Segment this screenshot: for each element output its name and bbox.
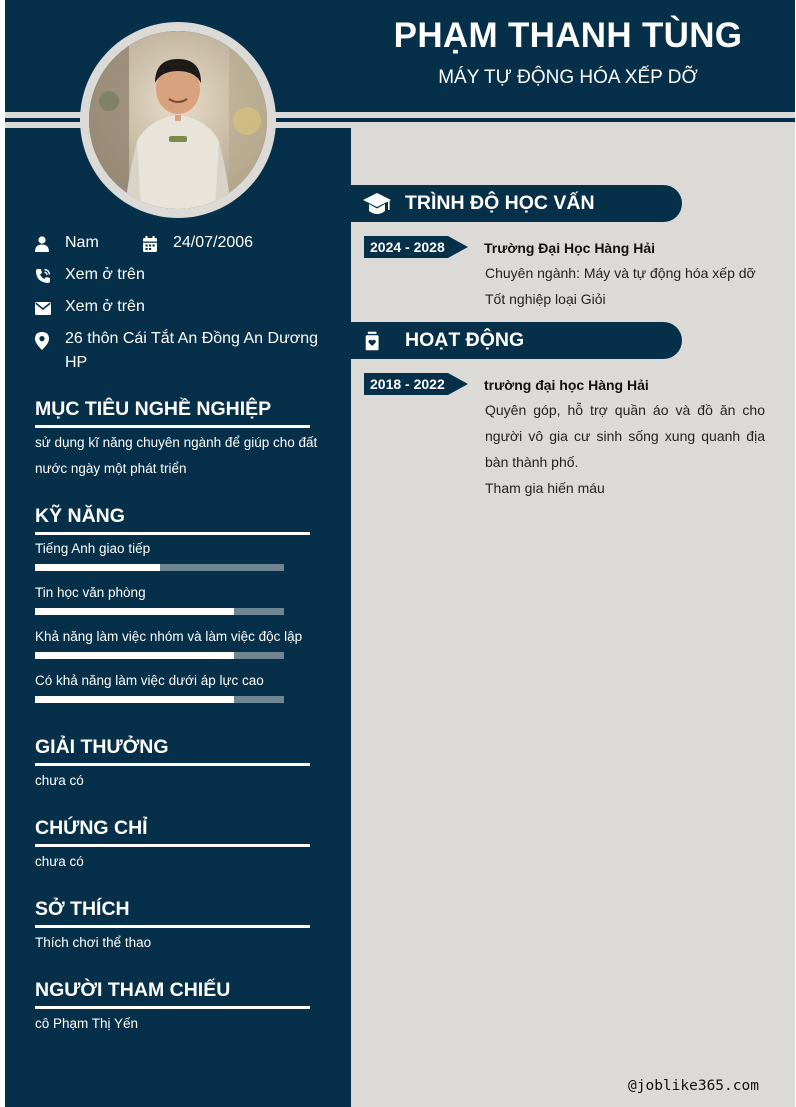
hobbies-title: SỞ THÍCH (35, 898, 310, 928)
watermark: @joblike365.com (628, 1078, 759, 1094)
education-title: TRÌNH ĐỘ HỌC VẤN (405, 192, 595, 214)
education-major: Chuyên ngành: Máy và tự động hóa xếp dỡ (485, 265, 756, 281)
skill-level-fill (35, 696, 234, 703)
education-date: 2024 - 2028 (370, 239, 445, 255)
activity-date-tag (364, 373, 468, 395)
activities-title: HOẠT ĐỘNG (405, 329, 525, 351)
references-title: NGƯỜI THAM CHIẾU (35, 979, 310, 1009)
graduation-cap-icon (363, 191, 391, 217)
skill-level-bar (35, 696, 284, 703)
user-icon (35, 236, 49, 252)
map-pin-icon (35, 332, 49, 350)
avatar-photo (89, 31, 267, 209)
awards-text: chưa có (35, 773, 84, 788)
certificates-title: CHỨNG CHỈ (35, 817, 310, 847)
education-header (351, 185, 682, 222)
skills-title: KỸ NĂNG (35, 505, 310, 535)
objective-title: MỤC TIÊU NGHỀ NGHIỆP (35, 398, 310, 428)
avatar (89, 31, 267, 209)
phone-value: Xem ở trên (65, 266, 145, 283)
candidate-name: PHẠM THANH TÙNG (393, 16, 743, 55)
education-date-tag (364, 236, 468, 258)
gender-value: Nam (65, 234, 99, 251)
phone-row (35, 266, 145, 287)
skill-label: Khả năng làm việc nhóm và làm việc độc lập (35, 629, 303, 644)
activities-header (351, 322, 682, 359)
envelope-icon (35, 302, 51, 315)
skill-level-bar (35, 608, 284, 615)
skill-label: Tin học văn phòng (35, 585, 146, 600)
skill-level-fill (35, 608, 234, 615)
education-school: Trường Đại Học Hàng Hải (484, 240, 656, 256)
job-title: MÁY TỰ ĐỘNG HÓA XẾP DỠ (438, 67, 698, 88)
email-row (35, 298, 145, 319)
birthdate-row (143, 234, 253, 255)
phone-icon (35, 268, 51, 284)
email-value: Xem ở trên (65, 298, 145, 315)
objective-text: sử dụng kĩ năng chuyên ngành để giúp cho đất nước ngày một phát triển (35, 435, 318, 476)
address-row (35, 330, 335, 375)
references-text: cô Phạm Thị Yến (35, 1016, 139, 1031)
hobbies-text: Thích chơi thể thao (35, 935, 152, 950)
skill-label: Có khả năng làm việc dưới áp lực cao (35, 673, 264, 688)
activity-org: trường đại học Hàng Hải (484, 377, 649, 393)
activity-blood-donation: Tham gia hiến máu (485, 480, 605, 496)
badge-heart-icon (365, 328, 385, 354)
cv-page (5, 0, 795, 1107)
birthdate-value: 24/07/2006 (173, 234, 254, 251)
activity-description: Quyên góp, hỗ trợ quần áo và đồ ăn cho người vô gia cư sinh sống xung quanh địa bàn thành phố. (485, 402, 765, 470)
address-value: 26 thôn Cái Tắt An Đồng An Dương HP (65, 330, 319, 371)
skill-level-fill (35, 564, 160, 571)
skill-level-bar (35, 652, 284, 659)
gender-row (35, 234, 99, 255)
skill-level-fill (35, 652, 234, 659)
skill-label: Tiếng Anh giao tiếp (35, 541, 151, 556)
skill-level-bar (35, 564, 284, 571)
activity-date: 2018 - 2022 (370, 376, 445, 392)
certificates-text: chưa có (35, 854, 84, 869)
awards-title: GIẢI THƯỞNG (35, 736, 310, 766)
education-grade: Tốt nghiệp loại Giỏi (485, 291, 606, 307)
calendar-icon (143, 236, 157, 252)
